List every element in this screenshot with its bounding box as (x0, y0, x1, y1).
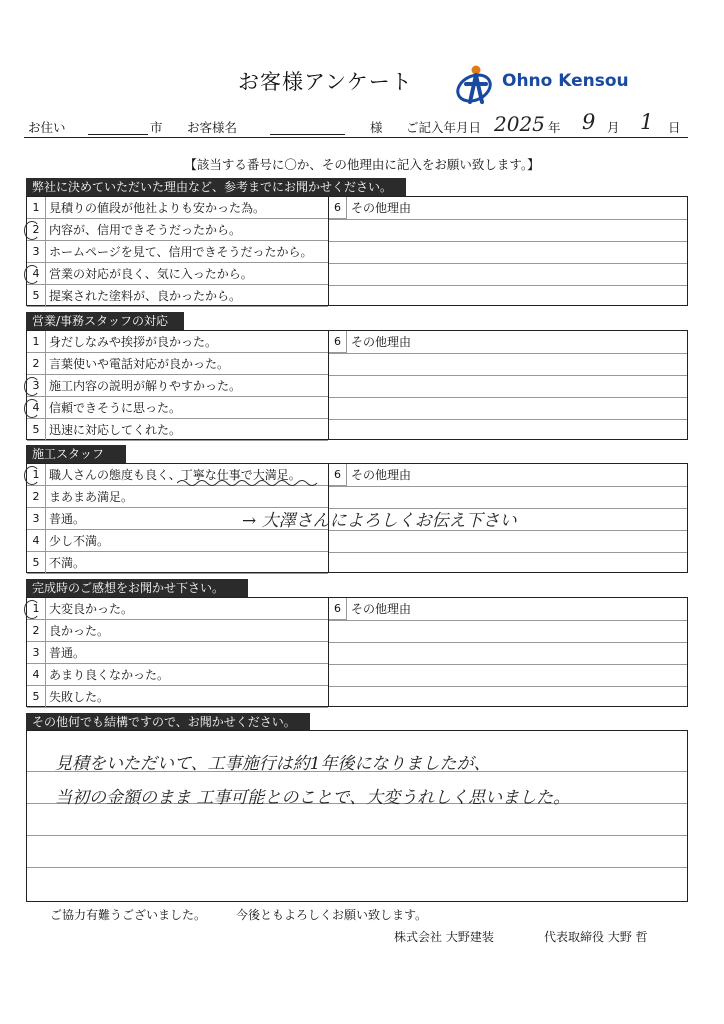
regards-text: 今後ともよろしくお願い致します。 (236, 908, 428, 922)
month-value: 9 (582, 110, 596, 134)
day-label: 日 (668, 120, 681, 135)
month-label: 月 (607, 120, 620, 135)
section-2-option-3[interactable]: 3 施工内容の説明が解りやすかった。 (27, 375, 328, 397)
company-logo (452, 62, 662, 108)
company-logo-text: Ohno Kensou (502, 71, 629, 91)
section-4-option-5[interactable]: 5 失敗した。 (27, 686, 328, 708)
year-label: 年 (548, 120, 561, 135)
section-1-option-2[interactable]: 2 内容が、信用できそうだったから。 (27, 219, 328, 241)
section-2-option-1[interactable]: 1 身だしなみや挨拶が良かった。 (27, 331, 328, 353)
customer-name-field-line[interactable] (270, 134, 345, 135)
company-name: 株式会社 大野建装 (394, 930, 494, 944)
section-4-heading: 完成時のご感想をお聞かせ下さい。 (26, 579, 248, 597)
section-4-option-4[interactable]: 4 あまり良くなかった。 (27, 664, 328, 686)
free-comment-heading: その他何でも結構ですので、お聞かせください。 (26, 713, 310, 731)
section-2-option-5[interactable]: 5 迅速に対応してくれた。 (27, 419, 328, 441)
year-value: 2025 (494, 112, 545, 136)
section-3-option-3[interactable]: 3 普通。 (27, 508, 328, 530)
representative-name: 代表取締役 大野 哲 (544, 930, 648, 944)
header-divider (24, 137, 688, 138)
section-4-option-1[interactable]: 1 大変良かった。 (27, 598, 328, 620)
section-4-box (26, 597, 688, 707)
date-label: ご記入年月日 (406, 120, 482, 135)
section-3-option-2[interactable]: 2 まあまあ満足。 (27, 486, 328, 508)
section-1-heading: 弊社に決めていただいた理由など、参考までにお聞かせください。 (26, 178, 406, 196)
section-2-box (26, 330, 688, 440)
section-4-option-2[interactable]: 2 良かった。 (27, 620, 328, 642)
form-title: お客様アンケート (238, 70, 413, 94)
section-2-other-reason[interactable]: 6 その他理由 (329, 331, 687, 439)
section-2-heading: 営業/事務スタッフの対応 (26, 312, 184, 330)
free-comment-line-1: 見積をいただいて、工事施行は約1年後になりましたが、 (55, 754, 491, 774)
section-3-box (26, 463, 688, 573)
section-2-option-4[interactable]: 4 信頼できそうに思った。 (27, 397, 328, 419)
company-logo-figure-icon (452, 62, 500, 108)
section-4-option-3[interactable]: 3 普通。 (27, 642, 328, 664)
section-3-option-5[interactable]: 5 不満。 (27, 552, 328, 574)
thanks-text: ご協力有難うございました。 (50, 908, 207, 922)
address-label: お住い (28, 120, 66, 135)
section-1-box (26, 196, 688, 306)
section-3-other-reason[interactable]: 6 その他理由 (329, 464, 687, 572)
section-3-option-1[interactable]: 1 職人さんの態度も良く、丁寧な仕事で大満足。 (27, 464, 328, 486)
free-comment-box[interactable] (26, 730, 688, 902)
section-2-option-2[interactable]: 2 言葉使いや電話対応が良かった。 (27, 353, 328, 375)
section-1-option-4[interactable]: 4 営業の対応が良く、気に入ったから。 (27, 263, 328, 285)
section-4-other-reason[interactable]: 6 その他理由 (329, 598, 687, 706)
section-3-heading: 施工スタッフ (26, 445, 126, 463)
section-1-option-3[interactable]: 3 ホームページを見て、信用できそうだったから。 (27, 241, 328, 263)
section-1-other-reason[interactable]: 6 その他理由 (329, 197, 687, 305)
section-3-option-4[interactable]: 4 少し不満。 (27, 530, 328, 552)
free-comment-line-2: 当初の金額のまま 工事可能とのことで、大変うれしく思いました。 (55, 788, 571, 808)
day-value: 1 (640, 110, 654, 134)
city-label: 市 (150, 120, 163, 135)
instruction-text: 【該当する番号に〇か、その他理由に記入をお願い致します。】 (184, 157, 540, 172)
honorific-label: 様 (370, 120, 383, 135)
address-field-line[interactable] (88, 134, 148, 135)
handwritten-note: → 大澤さんによろしくお伝え下さい (242, 511, 517, 531)
handwritten-underline-icon (177, 478, 327, 488)
section-1-option-5[interactable]: 5 提案された塗料が、良かったから。 (27, 285, 328, 307)
section-1-option-1[interactable]: 1 見積りの値段が他社よりも安かった為。 (27, 197, 328, 219)
customer-name-label: お客様名 (187, 120, 238, 135)
